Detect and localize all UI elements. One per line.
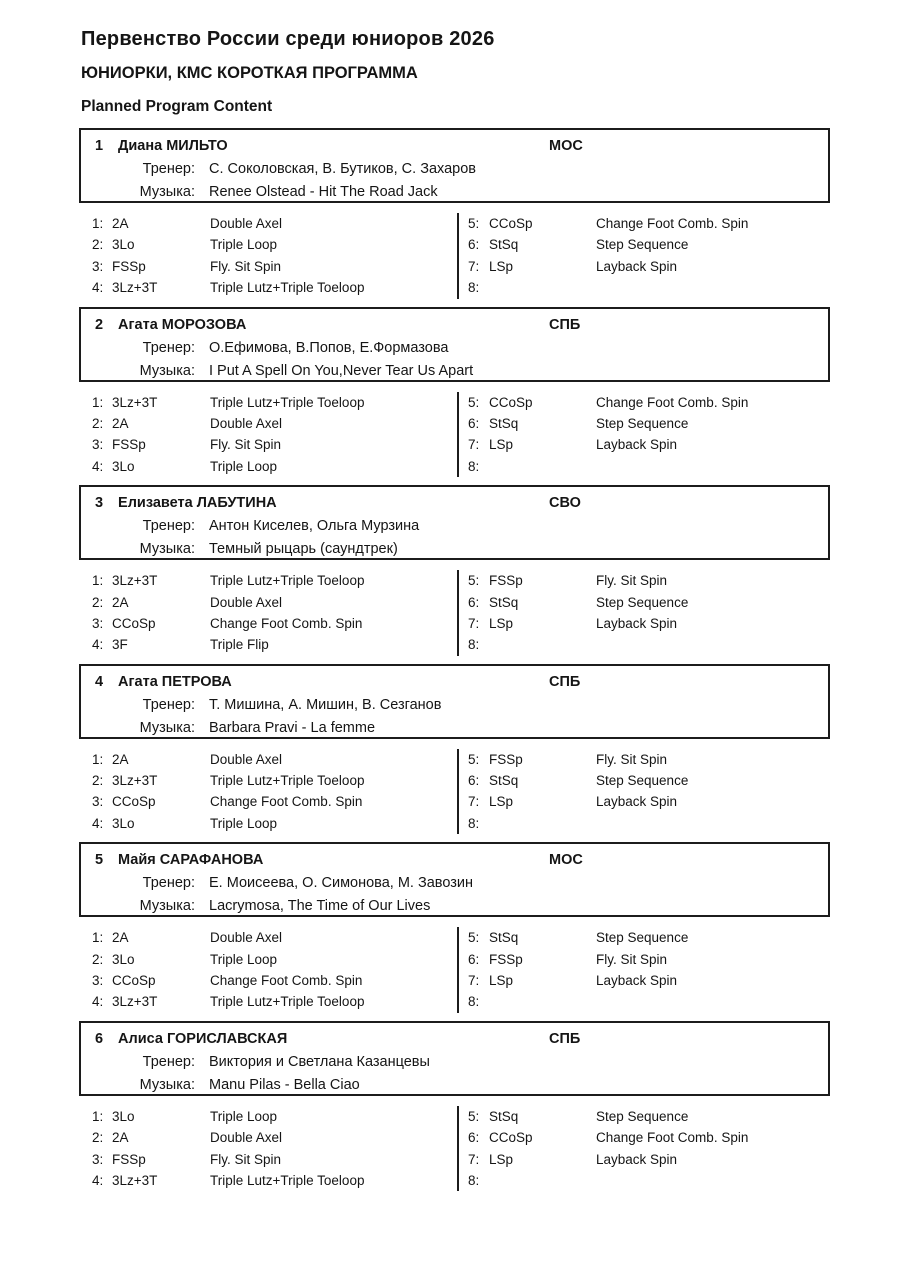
element-number: 7: — [468, 1151, 480, 1167]
skater-name-row — [81, 670, 828, 694]
element-code: 3Lz+3T — [112, 573, 158, 589]
element-code: StSq — [489, 594, 519, 610]
element-description: Change Foot Comb. Spin — [210, 615, 363, 631]
element-row — [92, 634, 457, 655]
skater-header-box — [79, 485, 830, 560]
element-number: 3: — [92, 794, 104, 810]
skater-name: Агата МОРОЗОВА — [118, 316, 247, 333]
coach-label: Тренер: — [142, 875, 195, 892]
element-code — [489, 813, 596, 834]
skater-name: Диана МИЛЬТО — [118, 138, 228, 154]
skater-block — [0, 664, 915, 835]
element-row — [468, 277, 830, 298]
element-row — [468, 770, 830, 791]
element-number: 2: — [92, 773, 104, 789]
music-label: Музыка: — [139, 898, 195, 915]
element-code: 2A — [112, 216, 129, 231]
start-number: 5 — [95, 852, 104, 869]
element-code: FSSp — [489, 751, 523, 767]
element-description: Triple Lutz+Triple Toeloop — [210, 280, 365, 296]
element-number: 3: — [92, 437, 104, 453]
element-number: 8: — [468, 637, 480, 653]
element-number: 5: — [468, 394, 480, 410]
elements-column-left — [79, 1106, 457, 1192]
element-row — [468, 1170, 830, 1191]
skater-name-row — [81, 313, 828, 337]
music-row — [81, 360, 828, 383]
element-code: 3Lo — [112, 815, 135, 831]
element-number: 7: — [468, 973, 480, 989]
element-number: 7: — [468, 794, 480, 810]
skater-header-box — [79, 128, 830, 203]
element-row — [468, 234, 830, 255]
element-description: Double Axel — [210, 216, 283, 231]
element-row — [92, 991, 457, 1012]
element-description: Step Sequence — [596, 415, 689, 431]
coach-names: С. Соколовская, В. Бутиков, С. Захаров — [209, 161, 477, 177]
coach-row — [81, 872, 828, 895]
element-number: 6: — [468, 594, 480, 610]
skater-block — [0, 1021, 915, 1192]
element-description: Change Foot Comb. Spin — [596, 216, 749, 231]
element-description: Layback Spin — [596, 1151, 678, 1167]
elements-column-right — [457, 1106, 830, 1192]
element-code: LSp — [489, 258, 514, 274]
element-number: 6: — [468, 1130, 480, 1146]
element-row — [468, 927, 830, 948]
element-description: Change Foot Comb. Spin — [210, 973, 363, 989]
element-description: Step Sequence — [596, 1108, 689, 1124]
skater-header-box — [79, 1021, 830, 1096]
element-number: 2: — [92, 237, 104, 253]
element-row — [92, 613, 457, 634]
music-title: Renee Olstead - Hit The Road Jack — [209, 184, 438, 200]
element-code: StSq — [489, 237, 519, 253]
element-code: StSq — [489, 415, 519, 431]
element-code: 3Lo — [112, 1108, 135, 1124]
element-number: 8: — [468, 280, 480, 296]
element-code: 3Lz+3T — [112, 994, 158, 1010]
music-row — [81, 538, 828, 561]
element-row — [92, 592, 457, 613]
element-number: 8: — [468, 994, 480, 1010]
element-row — [468, 570, 830, 591]
skater-name: Алиса ГОРИСЛАВСКАЯ — [118, 1030, 288, 1047]
element-number: 5: — [468, 216, 480, 231]
music-label: Музыка: — [139, 362, 195, 379]
elements-table — [79, 213, 915, 299]
element-number: 7: — [468, 615, 480, 631]
element-description: Triple Loop — [210, 1108, 278, 1124]
element-code: CCoSp — [489, 216, 533, 231]
coach-row — [81, 337, 828, 360]
element-code: 3Lo — [112, 951, 135, 967]
coach-label: Тренер: — [142, 1053, 195, 1070]
element-number: 8: — [468, 815, 480, 831]
elements-table — [79, 570, 915, 656]
element-description: Layback Spin — [596, 437, 678, 453]
element-code: CCoSp — [489, 394, 533, 410]
element-description: Double Axel — [210, 751, 283, 767]
element-description: Triple Lutz+Triple Toeloop — [210, 773, 365, 789]
element-row — [92, 1149, 457, 1170]
element-number: 8: — [468, 1172, 480, 1188]
music-row — [81, 181, 828, 204]
element-number: 4: — [92, 994, 104, 1010]
element-number: 3: — [92, 258, 104, 274]
element-code: StSq — [489, 930, 519, 946]
element-number: 5: — [468, 573, 480, 589]
element-number: 1: — [92, 930, 104, 946]
element-description: Fly. Sit Spin — [596, 751, 668, 767]
element-row — [468, 1127, 830, 1148]
element-code: LSp — [489, 437, 514, 453]
element-number: 1: — [92, 573, 104, 589]
skater-header-box — [79, 307, 830, 382]
coach-label: Тренер: — [142, 518, 195, 535]
music-row — [81, 717, 828, 740]
start-number: 1 — [95, 138, 104, 154]
coach-label: Тренер: — [142, 161, 195, 177]
element-number: 3: — [92, 1151, 104, 1167]
element-row — [92, 791, 457, 812]
element-code: 3Lz+3T — [112, 280, 158, 296]
element-number: 4: — [92, 1172, 104, 1188]
coach-names: Е. Моисеева, О. Симонова, М. Завозин — [209, 875, 474, 892]
skater-name-row — [81, 1027, 828, 1051]
element-row — [92, 456, 457, 477]
element-code: CCoSp — [489, 1130, 533, 1146]
element-code: LSp — [489, 973, 514, 989]
coach-label: Тренер: — [142, 696, 195, 713]
element-number: 5: — [468, 751, 480, 767]
element-row — [92, 927, 457, 948]
element-code: CCoSp — [112, 973, 156, 989]
skater-name-row — [81, 491, 828, 515]
coach-names: Виктория и Светлана Казанцевы — [209, 1053, 430, 1070]
element-row — [468, 791, 830, 812]
music-title: Темный рыцарь (саундтрек) — [209, 541, 398, 558]
music-row — [81, 1074, 828, 1097]
skater-block — [0, 842, 915, 1013]
element-number: 6: — [468, 415, 480, 431]
element-code: 3Lz+3T — [112, 773, 158, 789]
element-row — [92, 234, 457, 255]
element-description: Step Sequence — [596, 237, 689, 253]
elements-column-left — [79, 749, 457, 835]
element-description: Fly. Sit Spin — [596, 951, 668, 967]
element-row — [468, 991, 830, 1012]
element-description: Triple Lutz+Triple Toeloop — [210, 1172, 365, 1188]
element-description: Step Sequence — [596, 594, 689, 610]
skater-name-row — [81, 848, 828, 872]
element-code — [489, 456, 596, 477]
element-row — [468, 634, 830, 655]
element-number: 2: — [92, 594, 104, 610]
coach-names: Т. Мишина, А. Мишин, В. Сезганов — [209, 696, 442, 713]
element-row — [468, 1106, 830, 1127]
start-number: 4 — [95, 673, 104, 690]
skater-block — [0, 307, 915, 478]
coach-label: Тренер: — [142, 339, 195, 356]
element-code: 3Lo — [112, 237, 135, 253]
music-label: Музыка: — [139, 1076, 195, 1093]
element-description: Layback Spin — [596, 615, 678, 631]
element-description: Step Sequence — [596, 930, 689, 946]
element-number: 1: — [92, 1108, 104, 1124]
element-row — [92, 770, 457, 791]
skaters-list — [0, 128, 915, 1191]
element-description: Triple Loop — [210, 815, 278, 831]
coach-row — [81, 694, 828, 717]
element-number: 6: — [468, 951, 480, 967]
element-description: Fly. Sit Spin — [210, 1151, 282, 1167]
element-description: Change Foot Comb. Spin — [596, 1130, 749, 1146]
element-number: 2: — [92, 415, 104, 431]
music-row — [81, 895, 828, 918]
element-row — [92, 413, 457, 434]
element-row — [468, 456, 830, 477]
element-row — [468, 256, 830, 277]
element-description: Change Foot Comb. Spin — [210, 794, 363, 810]
skater-header-box — [79, 842, 830, 917]
element-code — [489, 1170, 596, 1191]
element-description: Fly. Sit Spin — [210, 258, 282, 274]
element-description: Layback Spin — [596, 973, 678, 989]
element-number: 6: — [468, 773, 480, 789]
start-number: 3 — [95, 495, 104, 512]
element-row — [468, 749, 830, 770]
element-description: Triple Loop — [210, 237, 278, 253]
element-code: StSq — [489, 1108, 519, 1124]
element-row — [92, 949, 457, 970]
element-code: 2A — [112, 1130, 129, 1146]
coach-names: Антон Киселев, Ольга Мурзина — [209, 518, 420, 535]
element-code: LSp — [489, 615, 514, 631]
element-number: 2: — [92, 951, 104, 967]
element-code: 3Lz+3T — [112, 1172, 158, 1188]
region-code: СПБ — [549, 673, 581, 690]
element-code: 2A — [112, 751, 129, 767]
element-row — [92, 1127, 457, 1148]
element-row — [468, 813, 830, 834]
element-row — [92, 813, 457, 834]
coach-row — [81, 158, 828, 181]
element-row — [92, 1106, 457, 1127]
category-title: ЮНИОРКИ, КМС КОРОТКАЯ ПРОГРАММА — [81, 64, 418, 82]
element-code — [489, 277, 596, 298]
music-label: Музыка: — [139, 541, 195, 558]
element-code: 3Lo — [112, 458, 135, 474]
skater-header-box — [79, 664, 830, 739]
coach-names: О.Ефимова, В.Попов, Е.Формазова — [209, 339, 449, 356]
element-code — [489, 991, 596, 1012]
elements-table — [79, 927, 915, 1013]
element-code: 2A — [112, 415, 129, 431]
element-code — [489, 634, 596, 655]
music-title: Lacrymosa, The Time of Our Lives — [209, 898, 431, 915]
element-description: Layback Spin — [596, 258, 678, 274]
skater-name-row — [81, 134, 828, 158]
elements-column-right — [457, 749, 830, 835]
elements-table — [79, 1106, 915, 1192]
element-code: LSp — [489, 794, 514, 810]
start-number: 2 — [95, 316, 104, 333]
element-number: 7: — [468, 437, 480, 453]
element-description: Step Sequence — [596, 773, 689, 789]
event-title: Первенство России среди юниоров 2026 — [81, 28, 495, 50]
elements-column-right — [457, 570, 830, 656]
element-row — [468, 213, 830, 234]
element-row — [468, 613, 830, 634]
element-row — [92, 749, 457, 770]
element-row — [92, 434, 457, 455]
skater-block — [0, 128, 915, 299]
music-label: Музыка: — [139, 184, 195, 200]
element-description: Triple Lutz+Triple Toeloop — [210, 394, 365, 410]
element-description: Double Axel — [210, 594, 283, 610]
skater-name: Агата ПЕТРОВА — [118, 673, 232, 690]
element-description: Triple Loop — [210, 951, 278, 967]
element-code: FSSp — [112, 437, 146, 453]
element-number: 3: — [92, 973, 104, 989]
elements-table — [79, 749, 915, 835]
element-row — [92, 570, 457, 591]
element-number: 4: — [92, 815, 104, 831]
element-description: Change Foot Comb. Spin — [596, 394, 749, 410]
element-number: 2: — [92, 1130, 104, 1146]
element-row — [92, 256, 457, 277]
element-code: CCoSp — [112, 615, 156, 631]
element-description: Triple Flip — [210, 637, 269, 653]
element-row — [468, 949, 830, 970]
region-code: СПБ — [549, 316, 581, 333]
music-label: Музыка: — [139, 719, 195, 736]
coach-row — [81, 515, 828, 538]
element-number: 4: — [92, 280, 104, 296]
element-number: 5: — [468, 1108, 480, 1124]
elements-column-left — [79, 927, 457, 1013]
element-description: Triple Loop — [210, 458, 278, 474]
start-number: 6 — [95, 1030, 104, 1047]
element-number: 4: — [92, 637, 104, 653]
element-row — [92, 970, 457, 991]
element-number: 1: — [92, 751, 104, 767]
section-heading: Planned Program Content — [81, 98, 273, 115]
element-description: Layback Spin — [596, 794, 678, 810]
element-code: FSSp — [112, 1151, 146, 1167]
element-code: FSSp — [489, 951, 523, 967]
region-code: СВО — [549, 495, 581, 512]
elements-column-right — [457, 213, 830, 299]
elements-column-right — [457, 927, 830, 1013]
element-number: 1: — [92, 394, 104, 410]
music-title: Barbara Pravi - La femme — [209, 719, 376, 736]
element-code: StSq — [489, 773, 519, 789]
coach-row — [81, 1051, 828, 1074]
element-number: 4: — [92, 458, 104, 474]
element-code: CCoSp — [112, 794, 156, 810]
element-row — [92, 277, 457, 298]
elements-column-right — [457, 392, 830, 478]
element-description: Fly. Sit Spin — [596, 573, 668, 589]
element-description: Double Axel — [210, 930, 283, 946]
element-number: 8: — [468, 458, 480, 474]
elements-table — [79, 392, 915, 478]
element-code: LSp — [489, 1151, 514, 1167]
element-row — [92, 392, 457, 413]
element-code: 3F — [112, 637, 128, 653]
elements-column-left — [79, 213, 457, 299]
element-row — [468, 592, 830, 613]
element-number: 1: — [92, 216, 104, 231]
element-code: 3Lz+3T — [112, 394, 158, 410]
element-row — [92, 1170, 457, 1191]
music-title: Manu Pilas - Bella Ciao — [209, 1076, 360, 1093]
elements-column-left — [79, 392, 457, 478]
region-code: СПБ — [549, 1030, 581, 1047]
element-description: Triple Lutz+Triple Toeloop — [210, 994, 365, 1010]
element-description: Fly. Sit Spin — [210, 437, 282, 453]
element-description: Double Axel — [210, 415, 283, 431]
element-code: FSSp — [489, 573, 523, 589]
element-number: 5: — [468, 930, 480, 946]
element-code: 2A — [112, 930, 129, 946]
elements-column-left — [79, 570, 457, 656]
element-row — [468, 1149, 830, 1170]
music-title: I Put A Spell On You,Never Tear Us Apart — [209, 362, 474, 379]
element-code: 2A — [112, 594, 129, 610]
skater-block — [0, 485, 915, 656]
element-number: 3: — [92, 615, 104, 631]
region-code: МОС — [549, 852, 583, 869]
region-code: МОС — [549, 138, 583, 154]
skater-name: Елизавета ЛАБУТИНА — [118, 495, 277, 512]
element-row — [468, 970, 830, 991]
element-row — [468, 392, 830, 413]
skater-name: Майя САРАФАНОВА — [118, 852, 264, 869]
element-description: Triple Lutz+Triple Toeloop — [210, 573, 365, 589]
element-row — [468, 434, 830, 455]
element-row — [468, 413, 830, 434]
element-description: Double Axel — [210, 1130, 283, 1146]
element-code: FSSp — [112, 258, 146, 274]
element-number: 7: — [468, 258, 480, 274]
element-row — [92, 213, 457, 234]
element-number: 6: — [468, 237, 480, 253]
